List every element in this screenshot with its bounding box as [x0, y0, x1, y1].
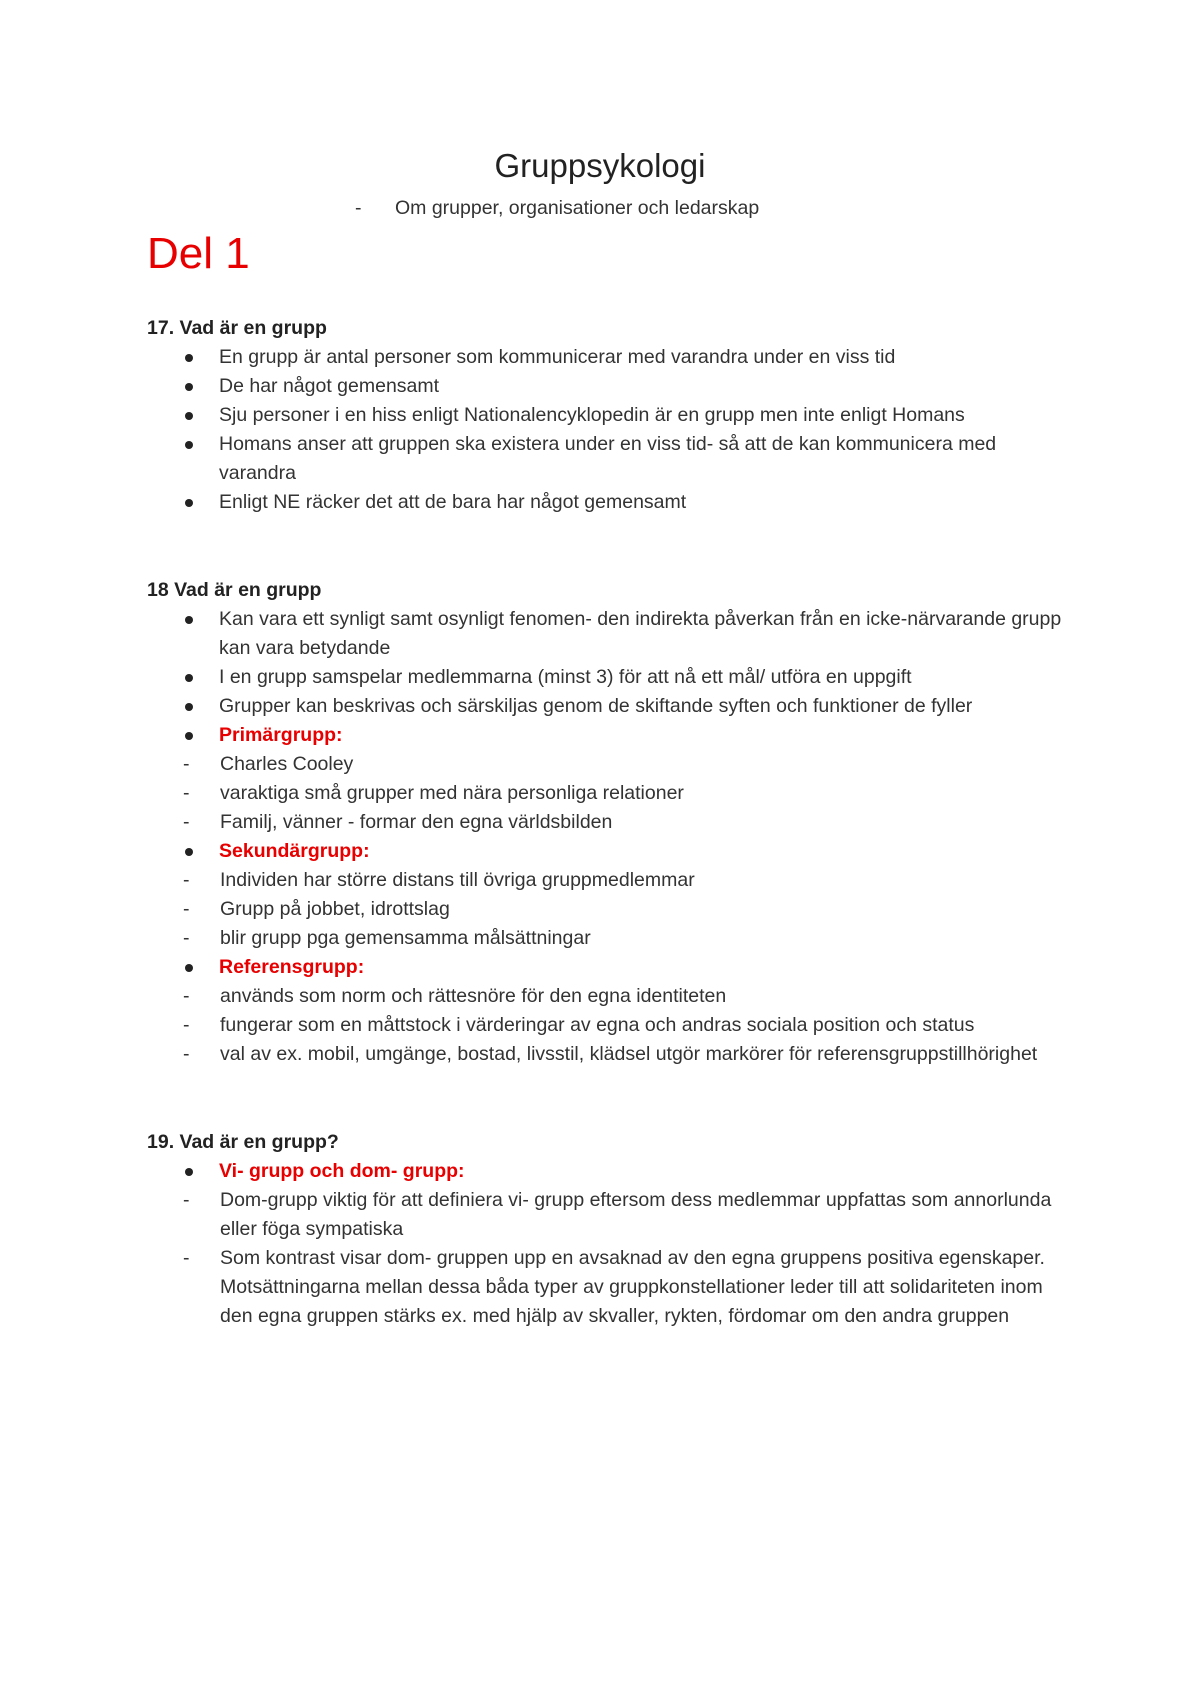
bullet-icon	[185, 354, 193, 362]
bullet-item	[147, 488, 1077, 517]
sub-item-text: blir grupp pga gemensamma målsättningar	[220, 927, 591, 949]
dash-marker: -	[183, 1247, 190, 1269]
sub-item	[147, 866, 1077, 895]
bullet-icon	[185, 499, 193, 507]
bullet-item	[147, 372, 1077, 401]
sub-item-text: Individen har större distans till övriga gruppmedlemmar	[220, 869, 695, 891]
bullet-text: Sju personer i en hiss enligt Nationalencyklopedin är en grupp men inte enligt Homans	[219, 404, 965, 426]
group-primargrupp	[147, 721, 1077, 750]
bullet-icon	[185, 441, 193, 449]
bullet-item	[147, 343, 1077, 372]
bullet-text: En grupp är antal personer som kommunicerar med varandra under en viss tid	[219, 346, 896, 368]
bullet-icon	[185, 674, 193, 682]
bullet-icon	[185, 383, 193, 391]
group-label: Referensgrupp:	[219, 956, 365, 978]
sub-item-text: Som kontrast visar dom- gruppen upp en avsaknad av den egna gruppens positiva egenskaper. Motsättningarna mellan dessa båda typer av gruppkonstellationer leder till att solidariteten inom den egna gruppen stärks ex. med hjälp av skvaller, rykten, fördomar om den andra gruppen	[220, 1247, 1045, 1327]
sub-item-text: Dom-grupp viktig för att definiera vi- grupp eftersom dess medlemmar uppfattas som annorlunda eller föga sympatiska	[220, 1189, 1052, 1240]
bullet-item	[147, 692, 1077, 721]
dash-marker: -	[183, 985, 190, 1007]
bullet-list	[147, 837, 1077, 866]
sub-item	[147, 808, 1077, 837]
bullet-icon	[185, 732, 193, 740]
sub-item	[147, 779, 1077, 808]
document-subtitle	[355, 195, 760, 221]
sub-item	[147, 1244, 1077, 1331]
dash-marker: -	[183, 1014, 190, 1036]
sub-list	[147, 866, 1077, 953]
dash-marker: -	[183, 869, 190, 891]
section-17	[147, 314, 1077, 517]
sub-item-text: fungerar som en måttstock i värderingar av egna och andras sociala position och status	[220, 1014, 975, 1036]
bullet-list	[147, 953, 1077, 982]
bullet-text: Enligt NE räcker det att de bara har något gemensamt	[219, 491, 687, 513]
bullet-icon	[185, 848, 193, 856]
sub-list	[147, 982, 1077, 1069]
group-label: Vi- grupp och dom- grupp:	[219, 1160, 465, 1182]
dash-marker: -	[183, 811, 190, 833]
group-label: Sekundärgrupp:	[219, 840, 370, 862]
bullet-list	[147, 605, 1077, 750]
section-19	[147, 1128, 1077, 1331]
bullet-list	[147, 343, 1077, 517]
bullet-icon	[185, 964, 193, 972]
part-heading: Del 1	[147, 229, 250, 278]
sub-item	[147, 1040, 1077, 1069]
bullet-icon	[185, 412, 193, 420]
bullet-text: Grupper kan beskrivas och särskiljas genom de skiftande syften och funktioner de fyller	[219, 695, 973, 717]
subtitle-text: Om grupper, organisationer och ledarskap	[395, 197, 760, 219]
group-sekundargrupp	[147, 837, 1077, 866]
bullet-item	[147, 605, 1077, 663]
subtitle-dash: -	[355, 197, 362, 219]
bullet-icon	[185, 616, 193, 624]
sub-item	[147, 1186, 1077, 1244]
sub-item-text: varaktiga små grupper med nära personliga relationer	[220, 782, 684, 804]
sub-list	[147, 750, 1077, 837]
group-referensgrupp	[147, 953, 1077, 982]
bullet-item	[147, 663, 1077, 692]
bullet-icon	[185, 703, 193, 711]
dash-marker: -	[183, 1189, 190, 1211]
sub-item	[147, 1011, 1077, 1040]
section-heading: 17. Vad är en grupp	[147, 317, 327, 339]
sub-item	[147, 924, 1077, 953]
bullet-text: I en grupp samspelar medlemmarna (minst 3) för att nå ett mål/ utföra en uppgift	[219, 666, 912, 688]
sub-item-text: Charles Cooley	[220, 753, 354, 775]
dash-marker: -	[183, 782, 190, 804]
sub-list	[147, 1186, 1077, 1331]
section-18	[147, 576, 1077, 1069]
section-heading: 19. Vad är en grupp?	[147, 1131, 339, 1153]
document-body	[147, 314, 1077, 1331]
dash-marker: -	[183, 898, 190, 920]
dash-marker: -	[183, 1043, 190, 1065]
bullet-list	[147, 1157, 1077, 1186]
bullet-text: Homans anser att gruppen ska existera under en viss tid- så att de kan kommunicera med varandra	[219, 433, 997, 484]
sub-item-text: används som norm och rättesnöre för den egna identiteten	[220, 985, 727, 1007]
dash-marker: -	[183, 753, 190, 775]
sub-item	[147, 982, 1077, 1011]
group-label: Primärgrupp:	[219, 724, 343, 746]
bullet-item	[147, 430, 1077, 488]
bullet-item	[147, 401, 1077, 430]
section-heading: 18 Vad är en grupp	[147, 579, 322, 601]
sub-item-text: Familj, vänner - formar den egna världsbilden	[220, 811, 613, 833]
sub-item-text: val av ex. mobil, umgänge, bostad, livsstil, klädsel utgör markörer för referensgruppstillhörighet	[220, 1043, 1038, 1065]
bullet-text: De har något gemensamt	[219, 375, 440, 397]
bullet-icon	[185, 1168, 193, 1176]
group-vi-dom-grupp	[147, 1157, 1077, 1186]
sub-item	[147, 895, 1077, 924]
sub-item	[147, 750, 1077, 779]
dash-marker: -	[183, 927, 190, 949]
sub-item-text: Grupp på jobbet, idrottslag	[220, 898, 450, 920]
bullet-text: Kan vara ett synligt samt osynligt fenomen- den indirekta påverkan från en icke-närvarande grupp kan vara betydande	[219, 608, 1062, 659]
document-title: Gruppsykologi	[494, 147, 706, 184]
